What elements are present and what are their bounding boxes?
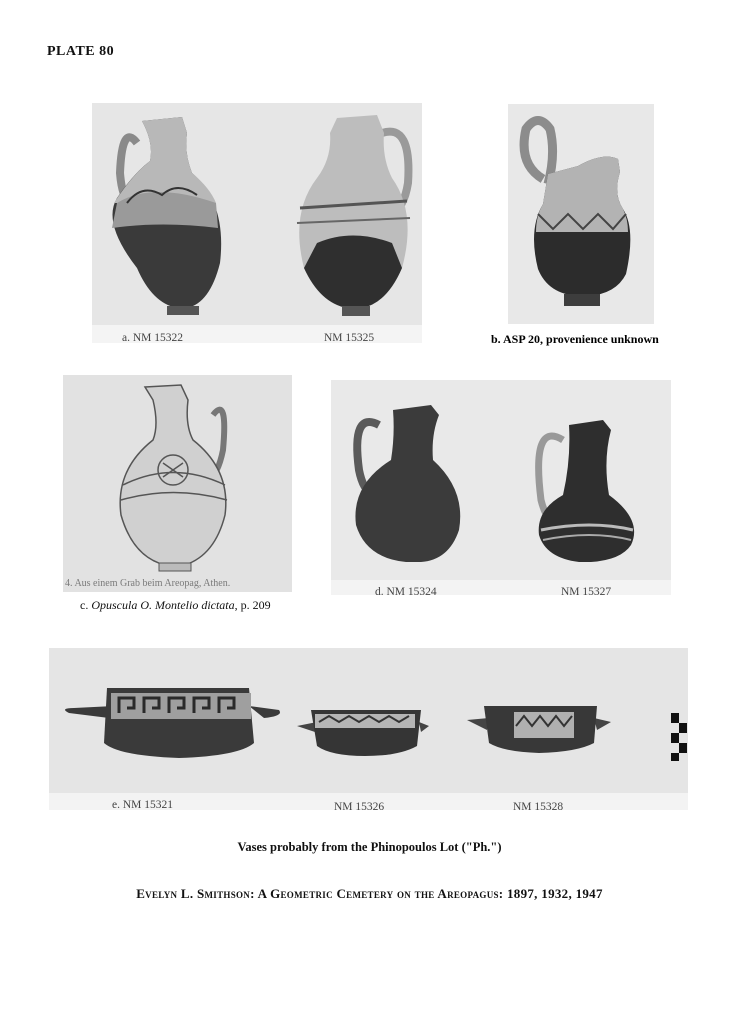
panel-e-label-1: e. NM 15321 <box>112 799 174 811</box>
panel-c-caption-italic: Opuscula O. Montelio dictata <box>91 598 235 612</box>
photo-panel-e <box>49 648 688 810</box>
panel-b-caption: b. ASP 20, provenience unknown <box>491 332 659 346</box>
vase-photo-e <box>49 648 688 810</box>
panel-c-inner-note: 4. Aus einem Grab beim Areopag, Athen. <box>65 578 231 589</box>
panel-e-label-3: NM 15328 <box>513 801 564 813</box>
plate-label: PLATE 80 <box>47 44 115 59</box>
panel-c-caption-suffix: , p. 209 <box>234 598 271 612</box>
panel-d-left-label: d. NM 15324 <box>375 586 437 598</box>
plate-caption: Vases probably from the Phinopoulos Lot ("Ph.") <box>237 840 502 854</box>
photo-panel-c <box>63 375 292 592</box>
photo-panel-a <box>92 103 422 343</box>
panel-c-caption-prefix: c. <box>80 598 89 612</box>
photo-panel-b <box>508 104 654 324</box>
panel-e-label-2: NM 15326 <box>334 801 385 813</box>
photo-panel-d <box>331 380 671 595</box>
panel-c-caption <box>80 598 271 613</box>
running-footer: Evelyn L. Smithson: A Geometric Cemetery on the Areopagus: 1897, 1932, 1947 <box>136 886 603 901</box>
panel-d-right-label: NM 15327 <box>561 586 612 598</box>
vase-photo-d <box>331 380 671 595</box>
panel-a-left-label: a. NM 15322 <box>122 332 184 344</box>
panel-a-right-label: NM 15325 <box>324 332 375 344</box>
vase-photo-a <box>92 103 422 343</box>
vase-drawing-c <box>63 375 292 592</box>
vase-photo-b <box>508 104 654 324</box>
